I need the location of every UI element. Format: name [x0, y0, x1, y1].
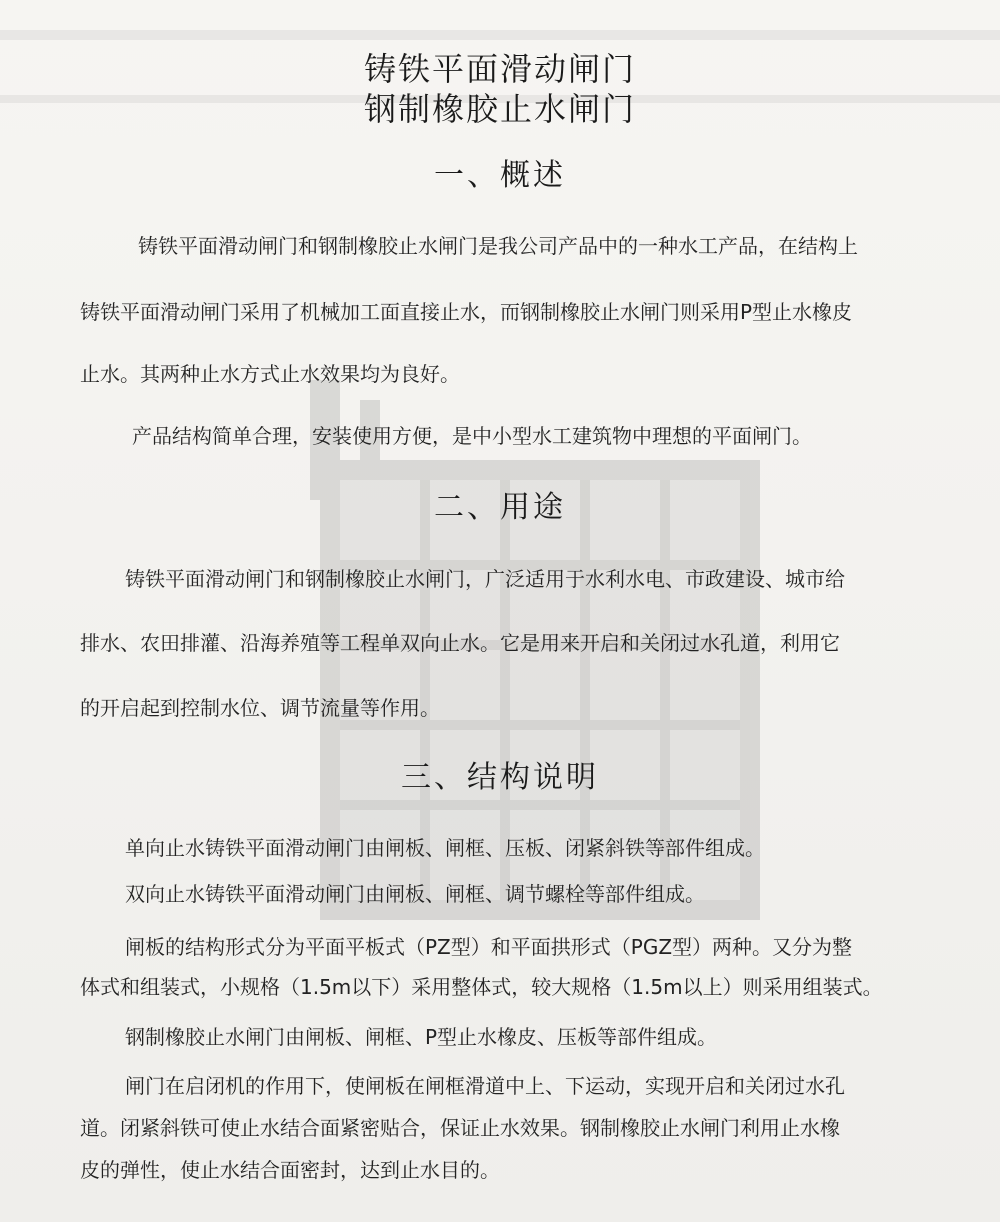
paragraph-line: 皮的弹性，使止水结合面密封，达到止水目的。 — [80, 1158, 500, 1182]
paragraph-line: 的开启起到控制水位、调节流量等作用。 — [80, 696, 440, 720]
paragraph-line: 铸铁平面滑动闸门采用了机械加工面直接止水，而钢制橡胶止水闸门则采用P型止水橡皮 — [80, 300, 853, 324]
paragraph-line: 产品结构简单合理，安装使用方便，是中小型水工建筑物中理想的平面闸门。 — [132, 424, 812, 448]
paragraph-line: 体式和组装式，小规格（1.5m以下）采用整体式，较大规格（1.5m以上）则采用组装式。 — [80, 975, 883, 999]
paragraph-line: 单向止水铸铁平面滑动闸门由闸板、闸框、压板、闭紧斜铁等部件组成。 — [125, 836, 765, 860]
paragraph-line: 双向止水铸铁平面滑动闸门由闸板、闸框、调节螺栓等部件组成。 — [125, 882, 705, 906]
paragraph-line: 铸铁平面滑动闸门和钢制橡胶止水闸门是我公司产品中的一种水工产品，在结构上 — [138, 234, 858, 258]
section-heading-structure: 三、结构说明 — [401, 760, 599, 795]
paragraph-line: 道。闭紧斜铁可使止水结合面紧密贴合，保证止水效果。钢制橡胶止水闸门利用止水橡 — [80, 1116, 840, 1140]
paragraph-line: 铸铁平面滑动闸门和钢制橡胶止水闸门，广泛适用于水利水电、市政建设、城市给 — [125, 567, 845, 591]
section-heading-overview: 一、概述 — [434, 158, 566, 193]
section-heading-usage: 二、用途 — [434, 490, 566, 525]
doc-title-line2: 钢制橡胶止水闸门 — [363, 90, 636, 128]
paragraph-line: 钢制橡胶止水闸门由闸板、闸框、P型止水橡皮、压板等部件组成。 — [125, 1025, 718, 1049]
paragraph-line: 闸板的结构形式分为平面平板式（PZ型）和平面拱形式（PGZ型）两种。又分为整 — [125, 935, 853, 959]
paragraph-line: 止水。其两种止水方式止水效果均为良好。 — [80, 362, 460, 386]
paragraph-line: 闸门在启闭机的作用下，使闸板在闸框滑道中上、下运动，实现开启和关闭过水孔 — [125, 1074, 845, 1098]
paragraph-line: 排水、农田排灌、沿海养殖等工程单双向止水。它是用来开启和关闭过水孔道，利用它 — [80, 631, 840, 655]
doc-title-line1: 铸铁平面滑动闸门 — [363, 50, 636, 88]
